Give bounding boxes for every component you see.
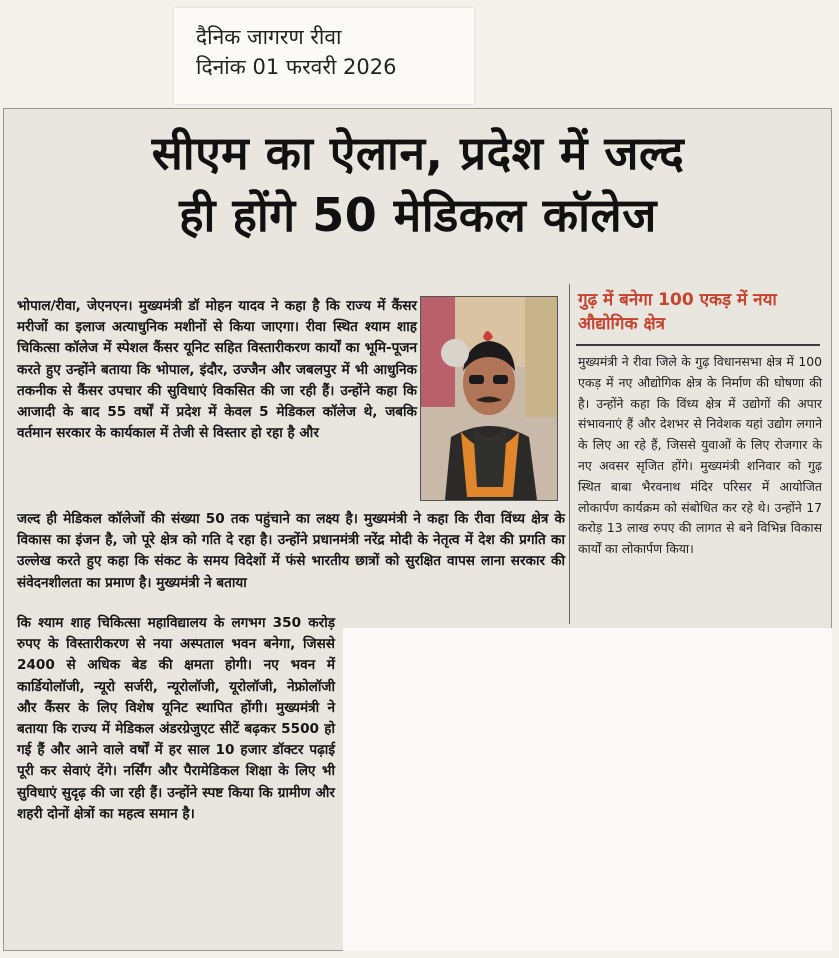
blank-page-area	[343, 628, 832, 951]
sidebar-story	[569, 284, 830, 624]
chief-minister-photo	[420, 296, 558, 501]
article-paragraph-intro: भोपाल/रीवा, जेएनएन। मुख्यमंत्री डॉ मोहन यादव ने कहा है कि राज्य में कैंसर मरीजों का इलाज अत्याधुनिक मशीनों से किया जाएगा। रीवा स्थित श्याम शाह चिकित्सा कॉलेज में स्पेशल कैंसर यूनिट सहित विस्तारीकरण कार्यों का भूमि-पूजन करते हुए उन्होंने बताया कि भोपाल, इंदौर, उज्जैन और जबलपुर में भी आधुनिक तकनीक से कैंसर उपचार की सुविधाएं विकसित की जा रही हैं। उन्होंने कहा कि आजादी के बाद 55 वर्षों में प्रदेश में केवल 5 मेडिकल कॉलेज थे, जबकि वर्तमान सरकार के कार्यकाल में तेजी से विस्तार हो रहा है और	[17, 298, 417, 442]
date-slip	[174, 8, 474, 104]
headline-line-2: ही होंगे 50 मेडिकल कॉलेज	[179, 188, 657, 242]
headline-line-1: सीएम का ऐलान, प्रदेश में जल्द	[151, 126, 685, 180]
sidebar-divider	[576, 344, 820, 346]
newspaper-name: दैनिक जागरण रीवा	[196, 25, 342, 49]
article-paragraph-continued: कि श्याम शाह चिकित्सा महाविद्यालय के लगभग 350 करोड़ रुपए के विस्तारीकरण से नया अस्पताल भवन बनेगा, जिससे 2400 से अधिक बेड की क्षमता होगी। नए भवन में कार्डियोलॉजी, न्यूरो सर्जरी, न्यूरोलॉजी, यूरोलॉजी, नेफ्रोलॉजी और कैंसर के लिए विशेष यूनिट स्थापित होंगी। मुख्यमंत्री ने बताया कि राज्य में मेडिकल अंडरग्रेजुएट सीटें बढ़कर 5500 हो गई हैं और आने वाले वर्षों में हर साल 10 हजार डॉक्टर पढ़ाई पूरी कर सेवाएं देंगे। नर्सिंग और पैरामेडिकल शिक्षा के लिए भी सुविधाएं सुदृढ़ की जा रही हैं। उन्होंने स्पष्ट किया कि ग्रामीण और शहरी दोनों क्षेत्रों का महत्व समान है।	[17, 615, 335, 822]
article-paragraph-main: जल्द ही मेडिकल कॉलेजों की संख्या 50 तक पहुंचाने का लक्ष्य है। मुख्यमंत्री ने कहा कि रीवा विंध्य क्षेत्र के विकास का इंजन है, जो पूरे क्षेत्र को गति दे रहा है। उन्होंने प्रधानमंत्री नरेंद्र मोदी के नेतृत्व में देश की प्रगति का उल्लेख करते हुए कहा कि संकट के समय विदेशों में फंसे भारतीय छात्रों को सुरक्षित वापस लाना सरकार की संवेदनशीलता का प्रमाण है। मुख्यमंत्री ने बताया	[17, 511, 565, 591]
headline	[13, 122, 823, 246]
portrait-illustration	[421, 297, 557, 500]
sidebar-headline: गुढ़ में बनेगा 100 एकड़ में नया औद्योगिक क्षेत्र	[578, 290, 777, 334]
publication-date: दिनांक 01 फरवरी 2026	[196, 55, 397, 79]
sidebar-body: मुख्यमंत्री ने रीवा जिले के गुढ़ विधानसभा क्षेत्र में 100 एकड़ में नए औद्योगिक क्षेत्र के निर्माण की घोषणा की है। उन्होंने कहा कि विंध्य क्षेत्र में उद्योगों की अपार संभावनाएं हैं और देशभर से निवेशक यहां उद्योग लगाने के लिए आ रहे हैं, जिससे युवाओं के लिए रोजगार के नए अवसर सृजित होंगे। मुख्यमंत्री शनिवार को गुढ़ स्थित बाबा भैरवनाथ मंदिर परिसर में आयोजित लोकार्पण कार्यक्रम को संबोधित कर रहे थे। उन्होंने 17 करोड़ 13 लाख रुपए की लागत से बने विभिन्न विकास कार्यों का लोकार्पण किया।	[578, 354, 822, 557]
